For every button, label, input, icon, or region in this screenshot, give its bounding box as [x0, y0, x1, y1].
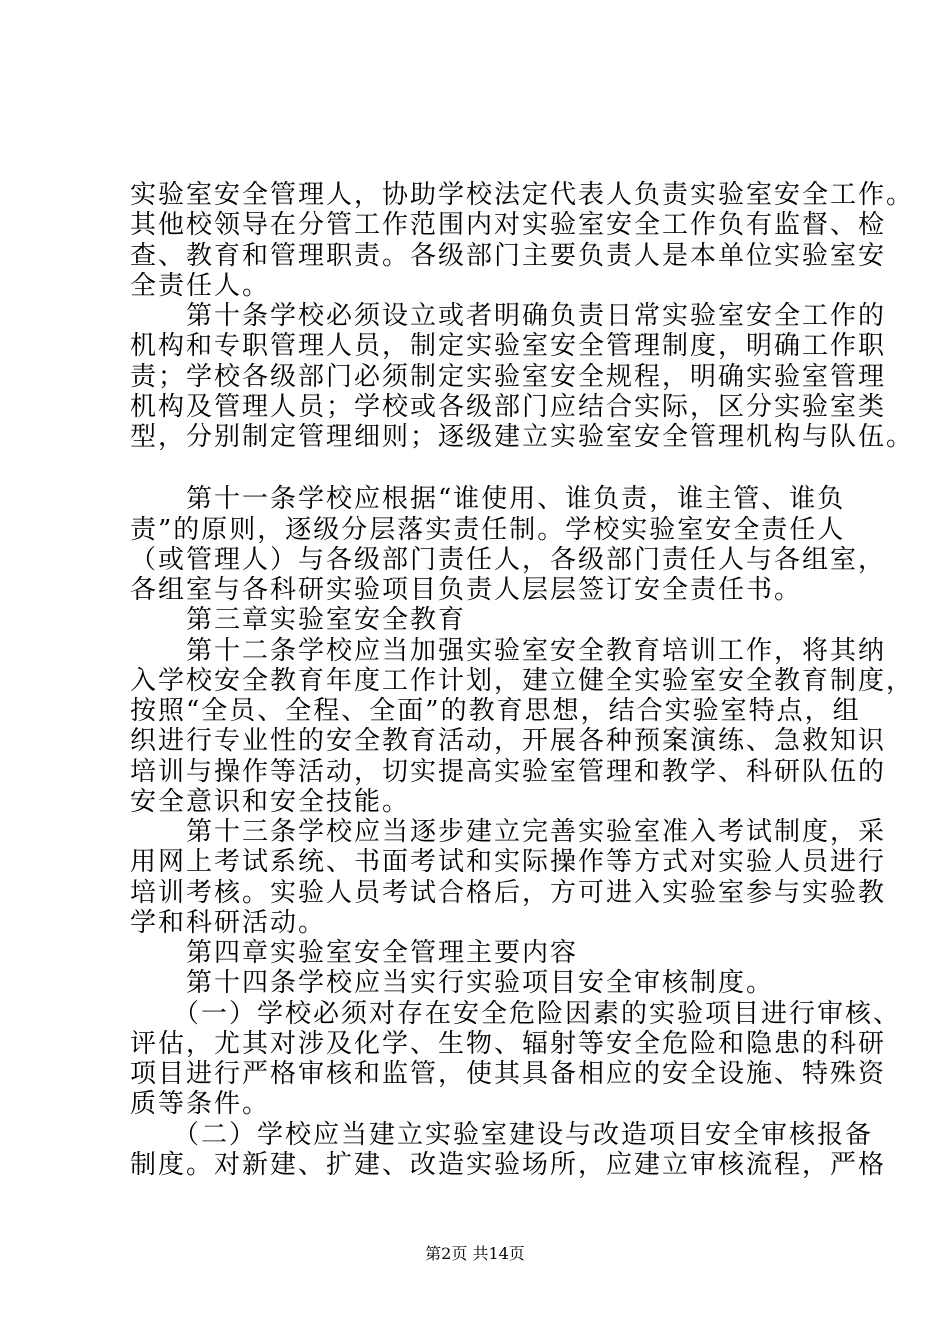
text-line: 织进行专业性的安全教育活动，开展各种预案演练、急救知识 — [130, 726, 887, 756]
text-line: 实验室安全管理人，协助学校法定代表人负责实验室安全工作。 — [130, 180, 915, 210]
text-line: 按照“全员、全程、全面”的教育思想，结合实验室特点，组 — [130, 696, 861, 726]
text-line: 机构及管理人员；学校或各级部门应结合实际，区分实验室类 — [130, 392, 887, 422]
text-line: 全责任人。 — [130, 271, 271, 301]
text-line: 评估，尤其对涉及化学、生物、辐射等安全危险和隐患的科研 — [130, 1029, 887, 1059]
text-line: 入学校安全教育年度工作计划，建立健全实验室安全教育制度， — [130, 666, 915, 696]
text-line: 制度。对新建、扩建、改造实验场所，应建立审核流程，严格 — [130, 1150, 887, 1180]
text-line: 责；学校各级部门必须制定实验室安全规程，明确实验室管理 — [130, 362, 887, 392]
text-line: 机构和专职管理人员，制定实验室安全管理制度，明确工作职 — [130, 331, 887, 361]
text-line: 第十二条学校应当加强实验室安全教育培训工作，将其纳 — [130, 636, 887, 666]
page-number-footer: 第2页 共14页 — [425, 1244, 525, 1263]
text-line: （一）学校必须对存在安全危险因素的实验项目进行审核、 — [130, 999, 902, 1029]
text-line: 培训与操作等活动，切实提高实验室管理和教学、科研队伍的 — [130, 757, 887, 787]
text-line: 第十一条学校应根据“谁使用、谁负责，谁主管、谁负 — [130, 484, 846, 514]
text-line: 培训考核。实验人员考试合格后，方可进入实验室参与实验教 — [130, 878, 887, 908]
text-line: 质等条件。 — [130, 1089, 271, 1119]
text-line: （或管理人）与各级部门责任人，各级部门责任人与各组室， — [130, 545, 887, 575]
text-line: 其他校领导在分管工作范围内对实验室安全工作负有监督、检 — [130, 210, 887, 240]
text-line: 各组室与各科研实验项目负责人层层签订安全责任书。 — [130, 575, 803, 605]
text-line: 第十三条学校应当逐步建立完善实验室准入考试制度，采 — [130, 817, 887, 847]
chapter-heading: 第三章实验室安全教育 — [130, 605, 467, 635]
text-line: 学和科研活动。 — [130, 908, 327, 938]
text-line: （二）学校应当建立实验室建设与改造项目安全审核报备 — [130, 1120, 874, 1150]
text-line: 查、教育和管理职责。各级部门主要负责人是本单位实验室安 — [130, 241, 887, 271]
text-line: 安全意识和安全技能。 — [130, 787, 411, 817]
chapter-heading: 第四章实验室安全管理主要内容 — [130, 938, 579, 968]
text-line: 第十条学校必须设立或者明确负责日常实验室安全工作的 — [130, 301, 887, 331]
text-line: 型，分别制定管理细则；逐级建立实验室安全管理机构与队伍。 — [130, 422, 915, 452]
text-line: 项目进行严格审核和监管，使其具备相应的安全设施、特殊资 — [130, 1059, 887, 1089]
text-line: 第十四条学校应当实行实验项目安全审核制度。 — [130, 968, 775, 998]
text-line: 责”的原则，逐级分层落实责任制。学校实验室安全责任人 — [130, 515, 846, 545]
text-line: 用网上考试系统、书面考试和实际操作等方式对实验人员进行 — [130, 847, 887, 877]
